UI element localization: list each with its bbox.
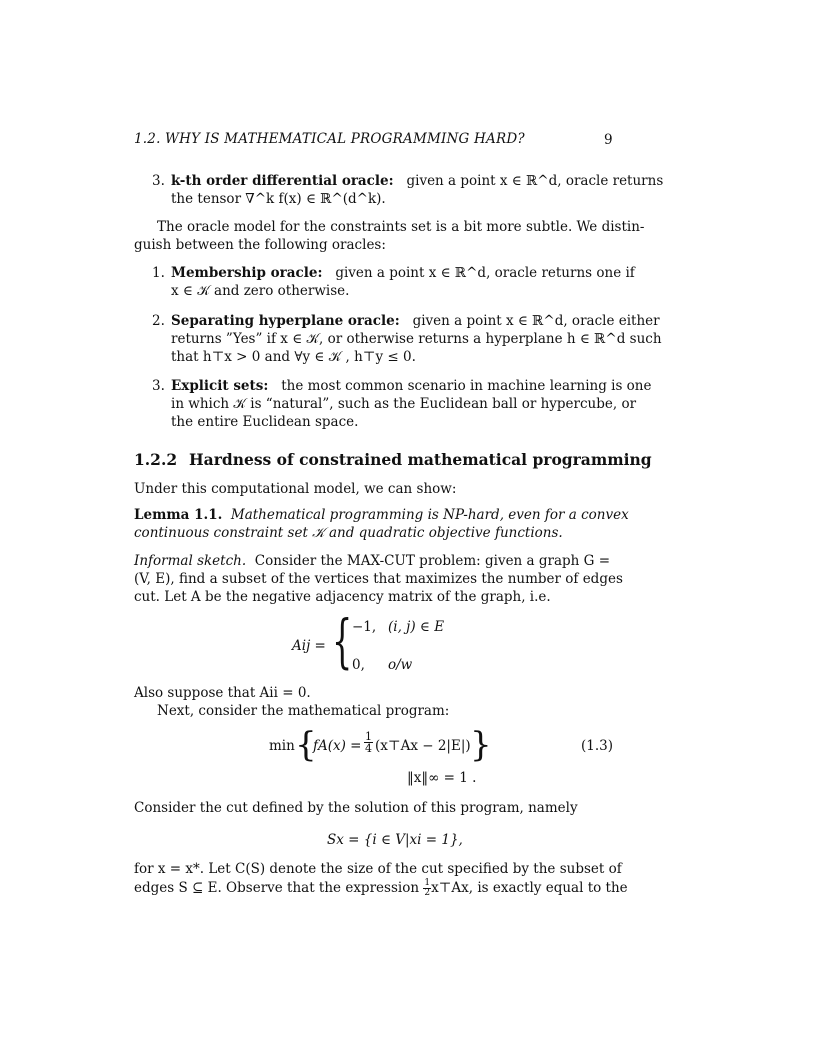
list-text: given a point x ∈ ℝ^d, oracle either: [412, 313, 660, 329]
paragraph-line: Also suppose that Aii = 0.: [134, 685, 311, 701]
paragraph-text: edges S ⊆ E. Observe that the expression: [134, 880, 420, 896]
paragraph-line: Next, consider the mathematical program:: [157, 703, 450, 719]
case-value: −1,: [352, 619, 377, 635]
list-item-line: in which 𝒦 is “natural”, such as the Euclidean ball or hypercube, or: [171, 396, 637, 412]
page-number: 9: [604, 132, 613, 148]
paragraph-line: Consider the cut defined by the solution of this program, namely: [134, 800, 578, 816]
list-text: the most common scenario in machine learning is one: [281, 378, 652, 394]
list-item-line: returns ”Yes” if x ∈ 𝒦, or otherwise returns a hyperplane h ∈ ℝ^d such: [171, 331, 662, 347]
objective-lhs: fA(x) =: [313, 738, 362, 754]
lemma-text: Mathematical programming is NP-hard, even for a convex: [230, 507, 629, 523]
paragraph-line: Under this computational model, we can show:: [134, 481, 457, 497]
list-number: 2.: [152, 313, 165, 329]
objective-rhs: (x⊤Ax − 2|E|): [375, 738, 471, 754]
proof-line: cut. Let A be the negative adjacency matrix of the graph, i.e.: [134, 589, 551, 605]
case-value: 0,: [352, 657, 365, 673]
list-item-line: [171, 264, 635, 282]
equation-number: (1.3): [581, 738, 614, 754]
list-item-line: [171, 312, 660, 330]
proof-line: [134, 552, 610, 570]
list-text: given a point x ∈ ℝ^d, oracle returns one if: [335, 265, 635, 281]
list-item-line: the entire Euclidean space.: [171, 414, 359, 430]
list-item-line: [171, 377, 652, 395]
lemma-line: continuous constraint set 𝒦 and quadratic objective functions.: [134, 525, 563, 541]
list-term: Membership oracle:: [171, 265, 323, 281]
open-brace: {: [295, 725, 317, 765]
lemma-label: Lemma 1.1.: [134, 507, 223, 523]
cut-set-equation: Sx = {i ∈ V|xi = 1},: [327, 832, 463, 848]
equation-lhs: Aij =: [292, 638, 326, 654]
list-item-line: the tensor ∇^k f(x) ∈ ℝ^(d^k).: [171, 191, 386, 207]
constraint: ‖x‖∞ = 1 .: [407, 770, 477, 786]
running-header: 1.2. WHY IS MATHEMATICAL PROGRAMMING HARD?: [134, 131, 525, 147]
list-term: Explicit sets:: [171, 378, 269, 394]
proof-text: Consider the MAX-CUT problem: given a graph G =: [254, 553, 611, 569]
case-condition: (i, j) ∈ E: [388, 619, 445, 635]
list-term: k-th order differential oracle:: [171, 173, 394, 189]
section-title: Hardness of constrained mathematical programming: [189, 450, 652, 469]
left-brace: {: [332, 607, 353, 675]
list-number: 3.: [152, 378, 165, 394]
section-number: 1.2.2: [134, 450, 178, 469]
fraction-denominator: 2: [424, 888, 431, 898]
list-text: given a point x ∈ ℝ^d, oracle returns: [406, 173, 664, 189]
lemma-line: [134, 506, 629, 524]
min-operator: min: [269, 738, 295, 754]
paragraph-line: [134, 879, 628, 898]
list-number: 1.: [152, 265, 165, 281]
list-item-line: x ∈ 𝒦 and zero otherwise.: [171, 283, 350, 299]
paragraph-line: for x = x*. Let C(S) denote the size of the cut specified by the subset of: [134, 861, 622, 877]
proof-label: Informal sketch.: [134, 553, 247, 569]
list-item-line: [171, 172, 663, 190]
fraction-numerator: 1: [424, 878, 431, 888]
paragraph-line: The oracle model for the constraints set is a bit more subtle. We distin-: [157, 219, 645, 235]
case-condition: o/w: [388, 657, 413, 673]
list-term: Separating hyperplane oracle:: [171, 313, 400, 329]
close-brace: }: [470, 725, 492, 765]
paragraph-line: guish between the following oracles:: [134, 237, 386, 253]
proof-line: (V, E), find a subset of the vertices that maximizes the number of edges: [134, 571, 623, 587]
list-item-line: that h⊤x > 0 and ∀y ∈ 𝒦 , h⊤y ≤ 0.: [171, 349, 416, 365]
fraction-denominator: 4: [365, 742, 372, 755]
paragraph-text: x⊤Ax, is exactly equal to the: [431, 880, 628, 896]
list-number: 3.: [152, 173, 165, 189]
fraction: [364, 731, 373, 754]
fraction-numerator: 1: [365, 730, 372, 743]
